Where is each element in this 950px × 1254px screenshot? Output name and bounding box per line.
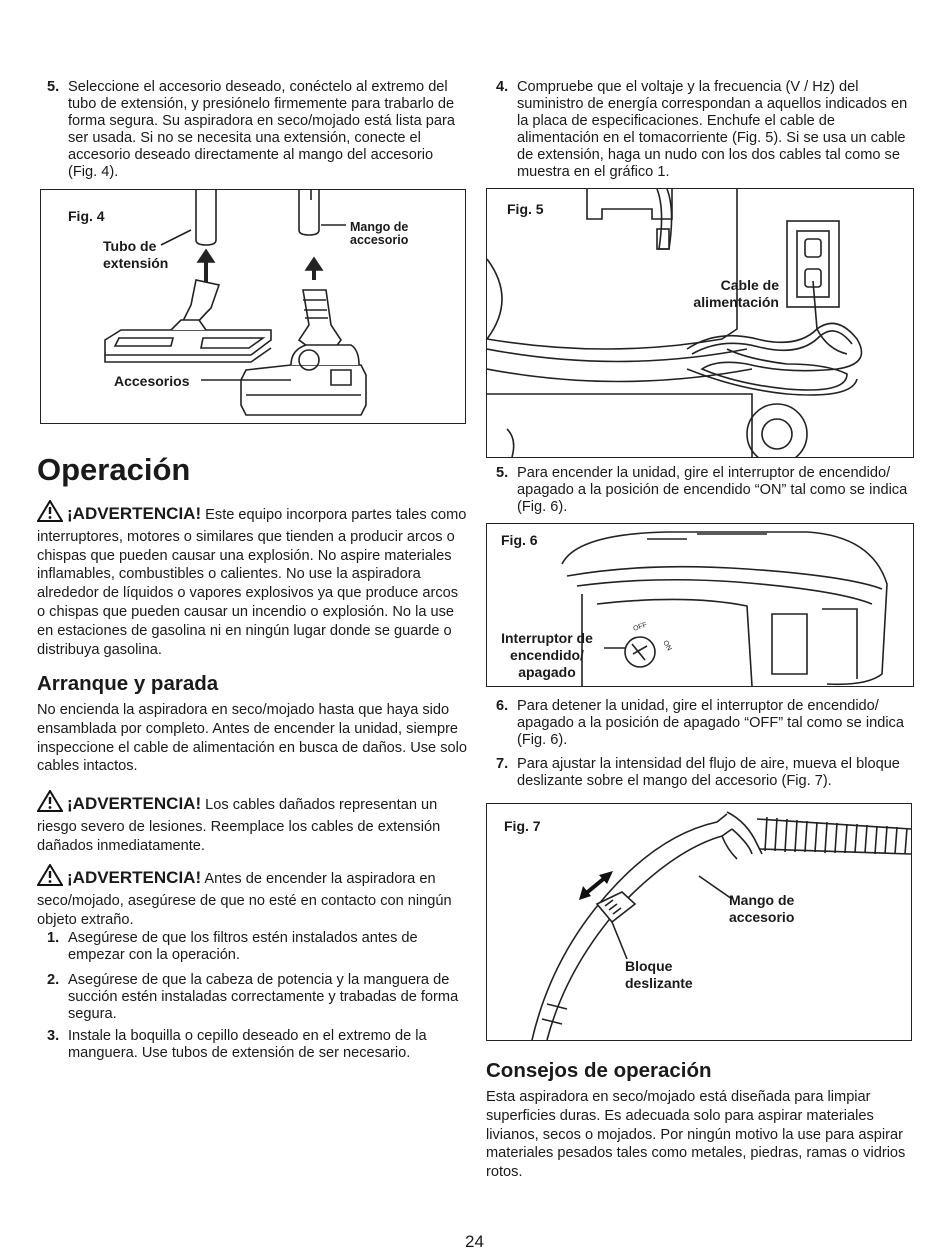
warning-heading: ¡ADVERTENCIA! <box>67 794 202 813</box>
on-mark: ON <box>661 639 673 653</box>
start-stop-title: Arranque y parada <box>37 672 219 695</box>
operation-title: Operación <box>37 452 191 487</box>
fig6-label: Fig. 6 <box>501 532 538 548</box>
slider-callout: Bloque deslizante <box>625 958 693 991</box>
figure-7 <box>486 803 912 1041</box>
warning-icon <box>37 500 63 528</box>
tips-text: Esta aspiradora en seco/mojado está diseñada para limpiar superficies duras. Es adecuada solo para aspirar materiales livianos, secos o mojados. Por ningún motivo la use para aspirar materiales pesados tales como metales, piedras, ramas o vidrios rotos. <box>486 1089 906 1181</box>
warning-icon <box>37 864 63 892</box>
step-number: 6. <box>496 698 509 714</box>
step-text: Para ajustar la intensidad del flujo de aire, mueva el bloque deslizante sobre el mango del accesorio (Fig. 7). <box>517 756 900 789</box>
step-number: 1. <box>47 930 60 946</box>
step-number: 7. <box>496 756 509 772</box>
fig4-label: Fig. 4 <box>68 208 105 224</box>
fig5-illustration <box>487 189 913 457</box>
warning-foreign-objects <box>37 864 467 929</box>
step-text: Asegúrese de que los filtros estén instalados antes de empezar con la operación. <box>68 930 418 963</box>
warning-heading: ¡ADVERTENCIA! <box>67 504 202 523</box>
tips-title: Consejos de operación <box>486 1059 712 1082</box>
step-text: Asegúrese de que la cabeza de potencia y la manguera de succión estén instaladas correctamente y trabadas de forma segura. <box>68 972 459 1022</box>
step-number: 4. <box>496 79 509 95</box>
warning-cables <box>37 790 467 855</box>
warning-text: Este equipo incorpora partes tales como interruptores, motores o similares que tienden a producir arcos o chispas que pueden causar una explosión. No aspire materiales inflamables, combustibles o calientes. No use la aspiradora alrededor de líquidos o vapores explosivos ya que produce arcos o chispas que pueden causar un incendio o explosión. No la use en estaciones de gasolina ni en ningún lugar donde se guarde o distribuya gasolina. <box>37 507 467 658</box>
warning-text: Los cables dañados representan un riesgo severo de lesiones. Reemplace los cables de extensión dañados inmediatamente. <box>37 797 441 854</box>
handle-callout: Mango de accesorio <box>729 892 795 925</box>
switch-callout: Interruptor de encendido/ apagado <box>501 630 593 680</box>
warning-operation <box>37 500 467 659</box>
step-text: Seleccione el accesorio deseado, conéctelo al extremo del tubo de extensión, y presiónelo firmemente para trabarlo de forma segura. Su aspiradora en seco/mojado está lista para ser usada. Si no se necesita una extensión, conecte el accesorio deseado directamente al mango del accesorio (Fig. 4). <box>68 79 455 180</box>
cable-callout: Cable de alimentación <box>693 277 779 310</box>
page-number: 24 <box>465 1232 484 1251</box>
tube-callout: Tubo de extensión <box>103 238 169 271</box>
step-number: 5. <box>47 79 60 95</box>
warning-icon <box>37 790 63 818</box>
warning-heading: ¡ADVERTENCIA! <box>67 868 202 887</box>
fig7-illustration <box>487 804 911 1040</box>
warning-text: Antes de encender la aspiradora en seco/mojado, asegúrese de que no esté en contacto con ningún objeto extraño. <box>37 871 452 928</box>
figure-4 <box>40 189 466 424</box>
handle-callout: Mango de accesorio <box>350 220 409 247</box>
fig5-label: Fig. 5 <box>507 201 544 217</box>
step-text: Para encender la unidad, gire el interruptor de encendido/ apagado a la posición de encendido “ON” tal como se indica (Fig. 6). <box>517 465 908 515</box>
start-stop-text: No encienda la aspiradora en seco/mojado hasta que haya sido ensamblada por completo. Antes de encender la unidad, siempre inspeccione el cable de alimentación en busca de daños. Use solo cables intactos. <box>37 702 467 775</box>
accessories-callout: Accesorios <box>114 373 190 389</box>
step-text: Compruebe que el voltaje y la frecuencia (V / Hz) del suministro de energía correspondan a aquellos indicados en la placa de especificaciones. Enchufe el cable de alimentación en el tomacorriente (Fig. 5). Si se usa un cable de extensión, haga un nudo con los dos cables tal como se muestra en el gráfico 1. <box>517 79 908 180</box>
fig7-label: Fig. 7 <box>504 818 541 834</box>
off-mark: OFF <box>632 621 649 633</box>
step-text: Para detener la unidad, gire el interruptor de encendido/ apagado a la posición de apagado “OFF” tal como se indica (Fig. 6). <box>517 698 904 748</box>
step-number: 2. <box>47 972 60 988</box>
figure-6 <box>486 523 914 687</box>
step-number: 3. <box>47 1028 60 1044</box>
step-number: 5. <box>496 465 509 481</box>
step-text: Instale la boquilla o cepillo deseado en el extremo de la manguera. Use tubos de extensión de ser necesario. <box>68 1028 427 1061</box>
figure-5 <box>486 188 914 458</box>
